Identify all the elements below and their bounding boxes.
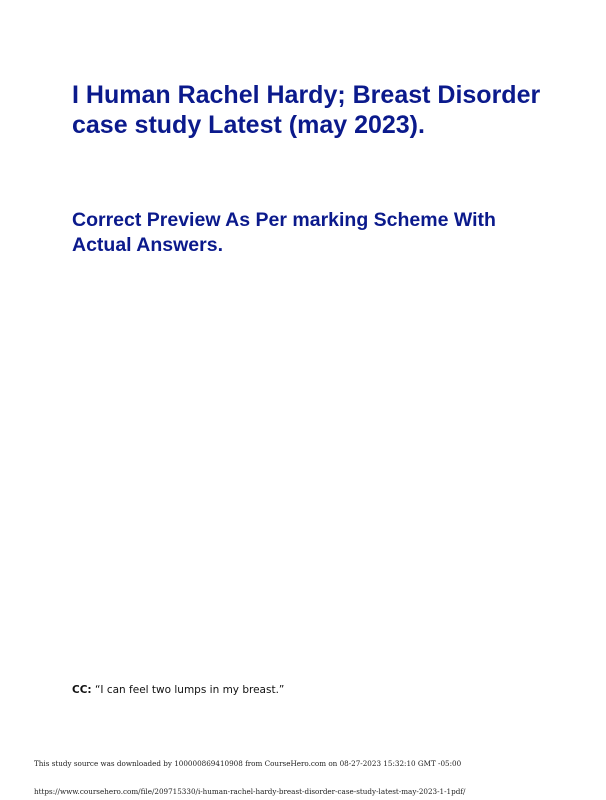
document-subtitle: Correct Preview As Per marking Scheme With Actual Answers.	[72, 209, 496, 256]
download-notice: This study source was downloaded by 100000869410908 from CourseHero.com on 08-27-2023 15:32:10 GMT -05:00	[34, 759, 462, 768]
chief-complaint	[72, 683, 284, 697]
chief-complaint-label: CC:	[72, 684, 92, 696]
document-title: I Human Rachel Hardy; Breast Disorder case study Latest (may 2023).	[72, 81, 541, 139]
chief-complaint-text: “I can feel two lumps in my breast.”	[94, 684, 285, 696]
source-url[interactable]: https://www.coursehero.com/file/209715330/i-human-rachel-hardy-breast-disorder-case-study-latest-may-2023-1-1pdf/	[34, 787, 466, 796]
